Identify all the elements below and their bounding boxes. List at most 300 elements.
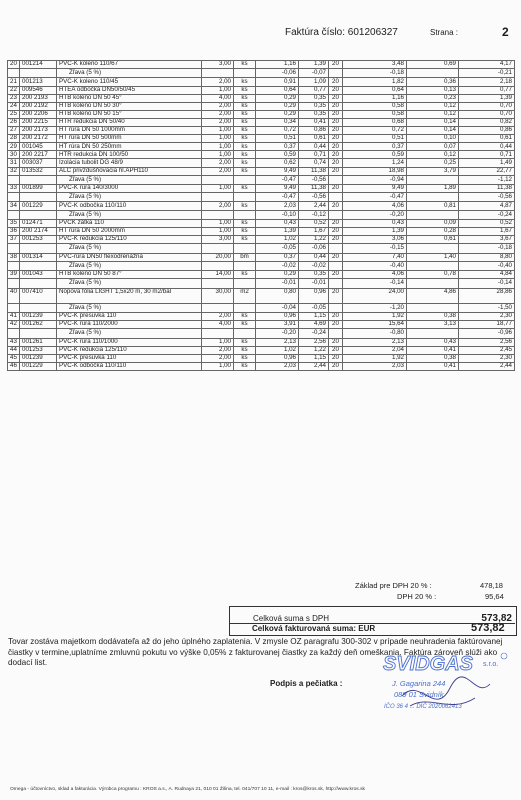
cell-c8: 20: [329, 94, 343, 102]
cell-c10: 0,61: [407, 236, 459, 244]
cell-n: 39: [8, 271, 20, 279]
cell-unit: ks: [234, 127, 256, 135]
cell-n: [8, 69, 20, 78]
cell-unit: ks: [234, 94, 256, 102]
payment-terms: Tovar zostáva majetkom dodávateľa až do jeho úplného zaplatenia. V zmysle OZ paragrafu 300-302 v prípade neuhradenia faktúrovanej čiastky v termine,uplatníme zmluvnú pokutu vo výške 0,05% z fakturovanej čiastky za každý deň omeškania. Faktúra zároveň slúži ako dodací list.: [8, 637, 503, 667]
cell-code: 001239: [20, 354, 57, 362]
cell-n: [8, 329, 20, 338]
cell-unit: ks: [234, 143, 256, 151]
cell-unit: ks: [234, 61, 256, 69]
cell-desc: PVC-K koleno 110/45: [57, 78, 202, 86]
cell-c11: -0,14: [459, 279, 515, 288]
cell-code: 013532: [20, 167, 57, 175]
cell-code: [20, 210, 57, 219]
cell-c8: [329, 261, 343, 270]
cell-c6: 0,37: [256, 253, 299, 261]
cell-qty: 2,00: [202, 202, 234, 210]
cell-qty: 1,00: [202, 362, 234, 370]
cell-c8: 20: [329, 313, 343, 321]
cell-unit: ks: [234, 362, 256, 370]
cell-c9: 1,82: [343, 78, 407, 86]
footer-software-note: Omega - účtovníctvo, sklad a fakturácia. Výrobca programu : KROS a.s., A. Rudnaya 21, 010 01 Žilina, tel. 041/707 10 11, e-mail : kros@kros.sk, http://www.kros.sk: [10, 787, 365, 792]
cell-c11: -0,18: [459, 244, 515, 253]
cell-qty: 3,00: [202, 236, 234, 244]
cell-desc: HTR redukcia DN 100/50: [57, 151, 202, 159]
cell-c8: 20: [329, 338, 343, 346]
cell-qty: 1,00: [202, 143, 234, 151]
cell-n: 27: [8, 127, 20, 135]
cell-c8: 20: [329, 185, 343, 193]
cell-n: 46: [8, 362, 20, 370]
cell-unit: ks: [234, 151, 256, 159]
discount-row: [8, 329, 515, 338]
cell-c6: 2,03: [256, 202, 299, 210]
cell-c9: -0,20: [343, 210, 407, 219]
cell-desc: HTB koleno DN 50 15°: [57, 110, 202, 118]
svg-text:J. Gagarina 244: J. Gagarina 244: [392, 679, 446, 688]
cell-n: 37: [8, 236, 20, 244]
cell-code: 001253: [20, 346, 57, 354]
cell-code: [20, 329, 57, 338]
cell-desc: Zľava (5 %): [57, 193, 202, 202]
cell-c10: 0,12: [407, 151, 459, 159]
cell-n: 40: [8, 288, 20, 303]
item-row: [8, 167, 515, 175]
cell-unit: ks: [234, 236, 256, 244]
cell-c6: -0,10: [256, 210, 299, 219]
cell-unit: m2: [234, 288, 256, 303]
item-row: [8, 135, 515, 143]
cell-c7: -0,56: [299, 193, 329, 202]
cell-c8: 20: [329, 354, 343, 362]
cell-c10: [407, 329, 459, 338]
cell-c10: 0,10: [407, 135, 459, 143]
cell-unit: ks: [234, 185, 256, 193]
cell-n: [8, 279, 20, 288]
cell-c10: 0,13: [407, 86, 459, 94]
cell-c8: 20: [329, 228, 343, 236]
cell-desc: HT rúra DN 50 1000mm: [57, 127, 202, 135]
cell-c10: [407, 210, 459, 219]
cell-c6: 0,91: [256, 78, 299, 86]
svg-text:089 01 Svidník: 089 01 Svidník: [394, 690, 444, 699]
cell-qty: 2,00: [202, 313, 234, 321]
cell-desc: PVC-K rúra 110/1000: [57, 338, 202, 346]
cell-code: 001253: [20, 236, 57, 244]
cell-code: 001229: [20, 202, 57, 210]
cell-c10: 0,41: [407, 346, 459, 354]
cell-qty: 1,00: [202, 338, 234, 346]
cell-unit: ks: [234, 159, 256, 167]
cell-c9: -0,80: [343, 329, 407, 338]
cell-n: 38: [8, 253, 20, 261]
cell-c6: 1,39: [256, 228, 299, 236]
cell-code: 001261: [20, 338, 57, 346]
cell-qty: 4,00: [202, 94, 234, 102]
cell-c8: 20: [329, 167, 343, 175]
item-row: [8, 321, 515, 329]
cell-c7: 0,35: [299, 110, 329, 118]
cell-unit: bm: [234, 253, 256, 261]
cell-desc: HTEA odbočka DN50/50/45: [57, 86, 202, 94]
cell-unit: [234, 303, 256, 312]
cell-c7: 0,71: [299, 151, 329, 159]
cell-unit: ks: [234, 78, 256, 86]
cell-c8: 20: [329, 362, 343, 370]
cell-c9: 4,06: [343, 271, 407, 279]
cell-code: [20, 175, 57, 184]
cell-qty: 1,00: [202, 135, 234, 143]
cell-c6: 0,29: [256, 102, 299, 110]
cell-c8: 20: [329, 253, 343, 261]
cell-c8: 20: [329, 202, 343, 210]
cell-c6: 2,13: [256, 338, 299, 346]
cell-c11: 2,30: [459, 313, 515, 321]
item-row: [8, 338, 515, 346]
cell-c9: 2,03: [343, 362, 407, 370]
cell-unit: ks: [234, 118, 256, 126]
cell-c10: 0,38: [407, 354, 459, 362]
cell-n: 45: [8, 354, 20, 362]
cell-desc: PVC-K presuvka 110: [57, 313, 202, 321]
cell-qty: [202, 175, 234, 184]
cell-c7: 0,96: [299, 288, 329, 303]
cell-desc: PVC-K odbočka 110/110: [57, 362, 202, 370]
cell-c7: -0,02: [299, 261, 329, 270]
cell-c6: 0,96: [256, 354, 299, 362]
cell-code: 001314: [20, 253, 57, 261]
cell-desc: PVCK zátka 110: [57, 219, 202, 227]
cell-c10: 0,12: [407, 102, 459, 110]
cell-n: 24: [8, 102, 20, 110]
cell-desc: Izolácia tubolit DG 48/9: [57, 159, 202, 167]
cell-c7: 1,15: [299, 354, 329, 362]
cell-c10: 0,78: [407, 271, 459, 279]
cell-c11: 0,70: [459, 102, 515, 110]
cell-c6: 0,96: [256, 313, 299, 321]
cell-c8: 20: [329, 61, 343, 69]
cell-c11: 0,82: [459, 118, 515, 126]
cell-c11: 22,77: [459, 167, 515, 175]
cell-desc: HT rúra DN 50 500mm: [57, 135, 202, 143]
cell-c11: 0,44: [459, 143, 515, 151]
cell-unit: ks: [234, 271, 256, 279]
vat-label: DPH 20 % :: [397, 592, 437, 601]
cell-c11: 1,67: [459, 228, 515, 236]
cell-code: 001239: [20, 313, 57, 321]
cell-c8: 20: [329, 78, 343, 86]
cell-unit: ks: [234, 135, 256, 143]
invoice-number: Faktúra číslo: 601206327: [285, 27, 398, 38]
item-row: [8, 78, 515, 86]
cell-n: [8, 244, 20, 253]
discount-row: [8, 261, 515, 270]
cell-c8: 20: [329, 271, 343, 279]
cell-code: [20, 279, 57, 288]
cell-c8: 20: [329, 159, 343, 167]
cell-c7: 1,15: [299, 313, 329, 321]
cell-desc: PVC-K rúra 110/2000: [57, 321, 202, 329]
cell-c9: 7,40: [343, 253, 407, 261]
total-with-vat-value: 573,82: [481, 613, 512, 624]
item-row: [8, 118, 515, 126]
cell-n: 22: [8, 86, 20, 94]
cell-c7: 2,56: [299, 338, 329, 346]
cell-c6: 9,49: [256, 185, 299, 193]
cell-c8: [329, 244, 343, 253]
cell-c9: 0,59: [343, 151, 407, 159]
cell-c6: 0,59: [256, 151, 299, 159]
cell-qty: 2,00: [202, 78, 234, 86]
page-label: Strana :: [430, 28, 459, 37]
cell-c11: 1,39: [459, 94, 515, 102]
cell-c11: 11,38: [459, 185, 515, 193]
cell-c10: [407, 303, 459, 312]
stamp-graphic: [380, 648, 510, 734]
cell-c6: -0,04: [256, 303, 299, 312]
cell-unit: ks: [234, 354, 256, 362]
cell-n: 44: [8, 346, 20, 354]
cell-code: 001043: [20, 271, 57, 279]
cell-c6: 0,29: [256, 94, 299, 102]
cell-c8: 20: [329, 346, 343, 354]
item-row: [8, 271, 515, 279]
cell-desc: PVC-K koleno 110/67: [57, 61, 202, 69]
cell-n: [8, 175, 20, 184]
company-stamp: [380, 648, 510, 734]
cell-desc: Zľava (5 %): [57, 303, 202, 312]
cell-c7: 0,77: [299, 86, 329, 94]
cell-c10: 0,25: [407, 159, 459, 167]
cell-desc: PVC-K rúra 140/3000: [57, 185, 202, 193]
cell-code: 001229: [20, 362, 57, 370]
cell-c9: -0,40: [343, 261, 407, 270]
cell-c11: 3,67: [459, 236, 515, 244]
cell-n: [8, 303, 20, 312]
cell-c6: 2,03: [256, 362, 299, 370]
cell-code: [20, 69, 57, 78]
cell-c8: [329, 329, 343, 338]
cell-c8: 20: [329, 143, 343, 151]
cell-c8: 20: [329, 102, 343, 110]
cell-c8: [329, 210, 343, 219]
cell-unit: [234, 261, 256, 270]
cell-code: [20, 244, 57, 253]
cell-desc: PVC-K redukcia 125/110: [57, 236, 202, 244]
cell-qty: 2,00: [202, 354, 234, 362]
cell-code: 001899: [20, 185, 57, 193]
cell-c10: 0,28: [407, 228, 459, 236]
cell-c6: 1,02: [256, 236, 299, 244]
cell-c7: 11,38: [299, 167, 329, 175]
cell-c7: 0,86: [299, 127, 329, 135]
cell-c9: -1,20: [343, 303, 407, 312]
cell-unit: ks: [234, 228, 256, 236]
item-row: [8, 127, 515, 135]
cell-c6: 1,16: [256, 61, 299, 69]
cell-c11: 2,18: [459, 78, 515, 86]
cell-c11: 8,80: [459, 253, 515, 261]
cell-c11: 4,17: [459, 61, 515, 69]
item-row: [8, 185, 515, 193]
cell-c10: 0,43: [407, 338, 459, 346]
cell-c6: 3,91: [256, 321, 299, 329]
cell-c9: 0,58: [343, 110, 407, 118]
cell-c7: 2,44: [299, 202, 329, 210]
cell-qty: 2,00: [202, 110, 234, 118]
cell-qty: 30,00: [202, 288, 234, 303]
cell-n: [8, 261, 20, 270]
cell-c6: 0,29: [256, 271, 299, 279]
cell-c10: 0,36: [407, 78, 459, 86]
cell-qty: 2,00: [202, 159, 234, 167]
cell-c6: 0,64: [256, 86, 299, 94]
cell-n: 23: [8, 94, 20, 102]
cell-c8: 20: [329, 236, 343, 244]
item-row: [8, 151, 515, 159]
cell-c9: -0,14: [343, 279, 407, 288]
cell-c10: [407, 175, 459, 184]
cell-c11: -0,56: [459, 193, 515, 202]
cell-desc: Zľava (5 %): [57, 279, 202, 288]
cell-unit: ks: [234, 346, 256, 354]
cell-c9: 0,72: [343, 127, 407, 135]
cell-c7: -0,06: [299, 244, 329, 253]
cell-c10: [407, 193, 459, 202]
discount-row: [8, 193, 515, 202]
cell-c8: 20: [329, 135, 343, 143]
cell-c10: 0,07: [407, 143, 459, 151]
svg-text:s.r.o.: s.r.o.: [483, 661, 499, 668]
cell-c11: -0,24: [459, 210, 515, 219]
cell-c6: -0,06: [256, 69, 299, 78]
cell-code: [20, 303, 57, 312]
cell-c6: -0,47: [256, 193, 299, 202]
cell-qty: 20,00: [202, 253, 234, 261]
cell-c10: 1,40: [407, 253, 459, 261]
cell-code: 200 2217: [20, 151, 57, 159]
cell-c7: 0,41: [299, 118, 329, 126]
vat-value: 95,64: [485, 592, 504, 601]
cell-c8: 20: [329, 118, 343, 126]
item-row: [8, 346, 515, 354]
cell-desc: HTR redukcia DN 50/40: [57, 118, 202, 126]
cell-desc: PVC-K redukcia 125/110: [57, 346, 202, 354]
cell-n: 32: [8, 167, 20, 175]
cell-code: [20, 261, 57, 270]
cell-c10: 0,69: [407, 61, 459, 69]
cell-c9: 3,48: [343, 61, 407, 69]
cell-c9: 3,06: [343, 236, 407, 244]
cell-c9: 0,43: [343, 219, 407, 227]
cell-c10: [407, 69, 459, 78]
cell-unit: [234, 175, 256, 184]
item-row: [8, 354, 515, 362]
cell-c9: 1,39: [343, 228, 407, 236]
item-row: [8, 94, 515, 102]
item-row: [8, 159, 515, 167]
cell-desc: Zľava (5 %): [57, 261, 202, 270]
cell-qty: [202, 329, 234, 338]
cell-c11: -0,40: [459, 261, 515, 270]
cell-desc: HT rúra DN 50 2000mm: [57, 228, 202, 236]
cell-unit: [234, 210, 256, 219]
cell-c8: 20: [329, 321, 343, 329]
cell-unit: [234, 193, 256, 202]
cell-n: [8, 210, 20, 219]
cell-c7: 0,35: [299, 102, 329, 110]
cell-c9: 15,64: [343, 321, 407, 329]
cell-c6: -0,47: [256, 175, 299, 184]
cell-c6: -0,02: [256, 261, 299, 270]
cell-c7: 0,35: [299, 94, 329, 102]
cell-c8: 20: [329, 151, 343, 159]
cell-c7: 0,52: [299, 219, 329, 227]
item-row: [8, 110, 515, 118]
cell-c6: 0,80: [256, 288, 299, 303]
item-row: [8, 61, 515, 69]
cell-c7: -0,56: [299, 175, 329, 184]
cell-n: [8, 193, 20, 202]
cell-c6: 9,49: [256, 167, 299, 175]
invoiced-total-value: 573,82: [471, 622, 505, 634]
cell-c7: 0,74: [299, 159, 329, 167]
cell-c11: 0,52: [459, 219, 515, 227]
cell-code: 200 2172: [20, 135, 57, 143]
cell-qty: 2,00: [202, 118, 234, 126]
cell-c6: 0,29: [256, 110, 299, 118]
cell-c10: 0,23: [407, 94, 459, 102]
cell-n: 43: [8, 338, 20, 346]
item-row: [8, 143, 515, 151]
cell-c11: 0,77: [459, 86, 515, 94]
cell-c11: -1,50: [459, 303, 515, 312]
cell-qty: [202, 261, 234, 270]
cell-qty: 14,00: [202, 271, 234, 279]
cell-code: [20, 193, 57, 202]
cell-c6: 0,37: [256, 143, 299, 151]
cell-c9: 24,00: [343, 288, 407, 303]
cell-c7: 0,35: [299, 271, 329, 279]
item-row: [8, 219, 515, 227]
cell-desc: Zľava (5 %): [57, 210, 202, 219]
discount-row: [8, 69, 515, 78]
total-with-vat-label: Celková suma s DPH: [253, 614, 330, 623]
cell-c11: 4,87: [459, 202, 515, 210]
cell-unit: ks: [234, 321, 256, 329]
cell-c9: 1,92: [343, 313, 407, 321]
cell-c9: 18,98: [343, 167, 407, 175]
cell-qty: [202, 210, 234, 219]
item-row: [8, 228, 515, 236]
cell-n: 21: [8, 78, 20, 86]
cell-c7: 1,39: [299, 61, 329, 69]
cell-n: 30: [8, 151, 20, 159]
cell-c11: 4,84: [459, 271, 515, 279]
cell-c9: 0,37: [343, 143, 407, 151]
cell-qty: 1,00: [202, 185, 234, 193]
cell-c11: 0,70: [459, 110, 515, 118]
cell-desc: PVC-rúra DN50 flexodrenážna: [57, 253, 202, 261]
cell-c11: 1,49: [459, 159, 515, 167]
cell-code: 200 2192: [20, 102, 57, 110]
signature-label: Podpis a pečiatka :: [270, 679, 343, 688]
cell-unit: ks: [234, 338, 256, 346]
cell-c7: -0,12: [299, 210, 329, 219]
cell-n: 28: [8, 135, 20, 143]
cell-c8: [329, 193, 343, 202]
cell-n: 31: [8, 159, 20, 167]
